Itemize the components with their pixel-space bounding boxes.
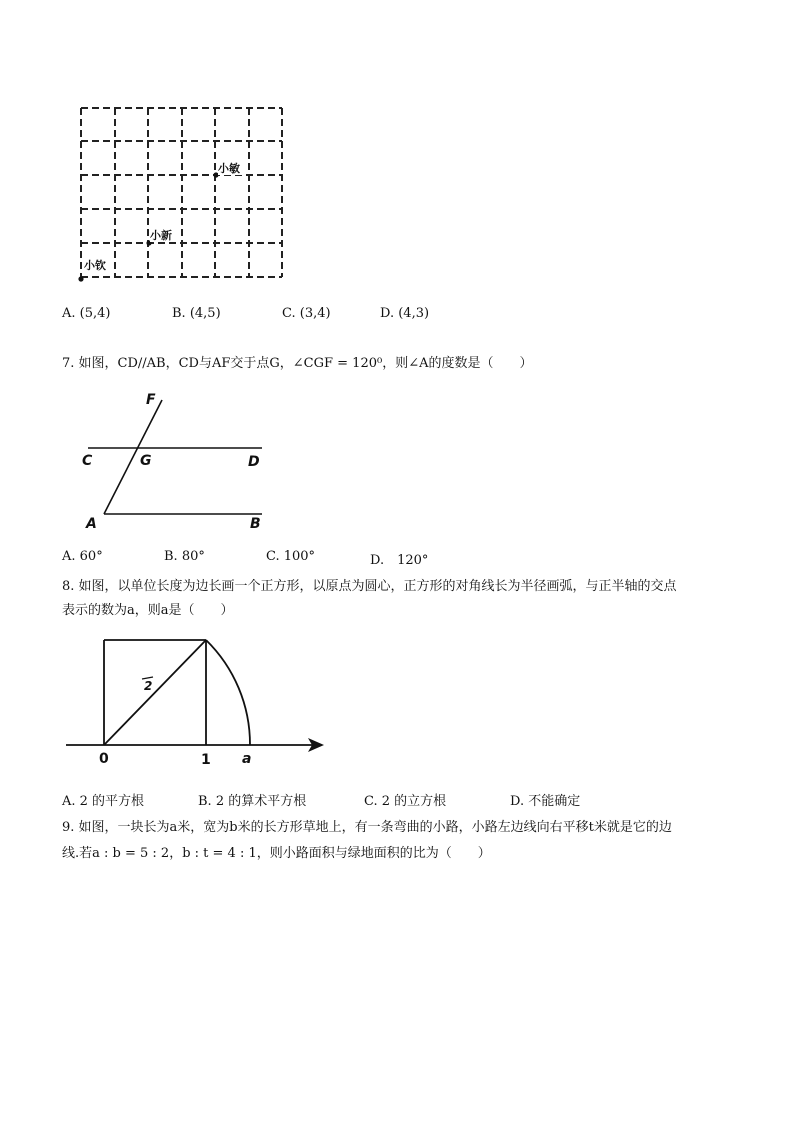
label-f: F: [146, 392, 156, 408]
number-line-figure: [62, 628, 334, 770]
q7-stem: 7. 如图，CD//AB，CD与AF交于点G，∠CGF = 120⁰，则∠A的度数是（ ）: [62, 356, 533, 371]
q9-stem-line1: 9. 如图，一块长为a米，宽为b米的长方形草地上，有一条弯曲的小路，小路左边线向右平移t米就是它的边: [62, 820, 672, 835]
label-a-point: a: [242, 751, 252, 767]
q7-option-d: D. 120°: [370, 553, 429, 568]
label-g: G: [140, 453, 152, 469]
q8-option-d: D. 不能确定: [510, 794, 581, 809]
label-xiaoxin: 小新: [150, 229, 172, 242]
grid-figure: [70, 98, 292, 288]
label-c: C: [82, 453, 93, 469]
q8-option-c: C. 2 的立方根: [364, 794, 447, 809]
q6-option-d: D. (4,3): [380, 306, 430, 321]
q8-stem-line2: 表示的数为a，则a是（ ）: [62, 603, 234, 618]
q6-option-c: C. (3,4): [282, 306, 331, 321]
q6-option-a: A. (5,4): [62, 306, 111, 321]
label-b: B: [250, 516, 261, 532]
q7-option-b: B. 80°: [164, 549, 205, 564]
label-d: D: [248, 454, 260, 470]
q7-option-c: C. 100°: [266, 549, 316, 564]
q8-stem-line1: 8. 如图，以单位长度为边长画一个正方形，以原点为圆心，正方形的对角线长为半径画弧，与正半轴的交点: [62, 579, 677, 594]
label-a: A: [86, 516, 97, 532]
parallel-lines-figure: [78, 388, 278, 536]
q8-option-b: B. 2 的算术平方根: [198, 794, 307, 809]
q9-stem-line2: 线.若a : b = 5 : 2，b : t = 4 : 1，则小路面积与绿地面积的比为（ ）: [62, 846, 491, 861]
point-xiaoqin: [78, 276, 83, 281]
q7-option-a: A. 60°: [62, 549, 103, 564]
label-diagonal: 2: [144, 679, 153, 693]
label-xiaomin: 小敏: [218, 162, 240, 175]
label-zero: 0: [99, 751, 109, 767]
q6-option-b: B. (4,5): [172, 306, 221, 321]
label-one: 1: [201, 752, 211, 768]
label-xiaoqin: 小钦: [84, 259, 106, 272]
q8-option-a: A. 2 的平方根: [62, 794, 145, 809]
